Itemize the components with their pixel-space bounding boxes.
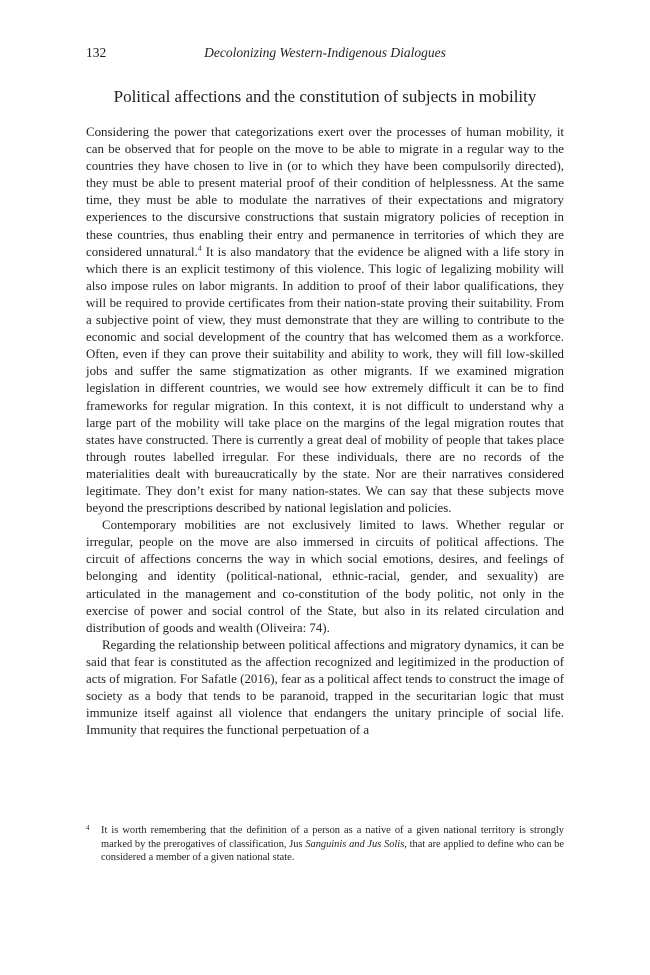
footnote-text-italic: Sanguinis and Jus Solis: [305, 838, 405, 850]
paragraph-3: Regarding the relationship between political affections and migratory dynamics, it can be said that fear is constituted as the affection recognized and legitimized in the production of acts of migration. For Safatle (2016), fear as a political affect tends to construct the image of society as a body that tends to be paranoid, trapped in the securitarian logic that must immunize itself against all violence that endangers the unitary principle of social life. Immunity that requires the functional perpetuation of a: [86, 637, 564, 738]
paragraph-1-text-b: It is also mandatory that the evidence be aligned with a life story in which there is an explicit testimony of this violence. This logic of legalizing mobility will also impose rules on labor migrants. In addition to proof of their labor qualifications, they will be required to provide certificates from their nation-state proving their suitability. From a subjective point of view, they must demonstrate that they are willing to contribute to the economic and social development of the country that has welcomed them as a workforce. Often, even if they can prove their suitability and ability to work, they will fill low-skilled jobs and suffer the same stigmatization as other migrants. If we examined migration legislation in different countries, we would see how extremely difficult it can be to find frameworks for regular migration. In this context, it is not difficult to understand why a large part of the mobility will take place on the margins of the legal migration routes that states have constructed. There is currently a great deal of mobility of people that takes place through routes labelled irregular. For these individuals, there are no records of the materialities dealt with bureaucratically by the state. Nor are their narratives considered legitimate. They don’t exist for many nation-states. We can say that these subjects move beyond the prescriptions described by national legislation and policies.: [86, 244, 564, 516]
footnote-marker: 4: [86, 824, 90, 832]
section-heading: Political affections and the constitution of subjects in mobility: [113, 87, 537, 106]
running-header: [86, 45, 564, 63]
body-text: [86, 124, 564, 739]
footnote-body: [101, 824, 564, 865]
paragraph-2: Contemporary mobilities are not exclusively limited to laws. Whether regular or irregular, people on the move are also immersed in circuits of political affections. The circuit of affections concerns the way in which social emotions, desires, and feelings of belonging and identity (political-national, ethnic-racial, gender, and sexuality) are articulated in the management and co-constitution of the body politic, not only in the exercise of power and social control of the State, but also in its related circulation and distribution of goods and wealth (Oliveira: 74).: [86, 518, 564, 635]
page-number: 132: [86, 45, 107, 60]
footnote-reference: 4: [197, 243, 202, 253]
running-title: Decolonizing Western-Indigenous Dialogues: [204, 45, 446, 60]
paragraph-1: [86, 124, 564, 517]
paragraph-1-text-a: Considering the power that categorizations exert over the processes of human mobility, it can be observed that for people on the move to be able to migrate in a regular way to the countries they have chosen to live in (or to which they have been compulsorily directed), they must be able to present material proof of their condition of helplessness. At the same time, they must be able to modulate the narratives of their expectations and migratory experiences to the discursive constructions that sustain migratory policies of reception in these countries, thus enabling their entry and permanence in territories of which they are considered unnatural.: [86, 125, 564, 259]
footnote: [86, 824, 564, 865]
footnote-text-b: , that are applied to define who can be considered a member of a given national state.: [101, 838, 564, 864]
footnote-divider: [86, 817, 186, 818]
footnote-text-a: It is worth remembering that the definition of a person as a native of a given national territory is strongly marked by the prerogatives of classification, Jus: [101, 825, 564, 850]
